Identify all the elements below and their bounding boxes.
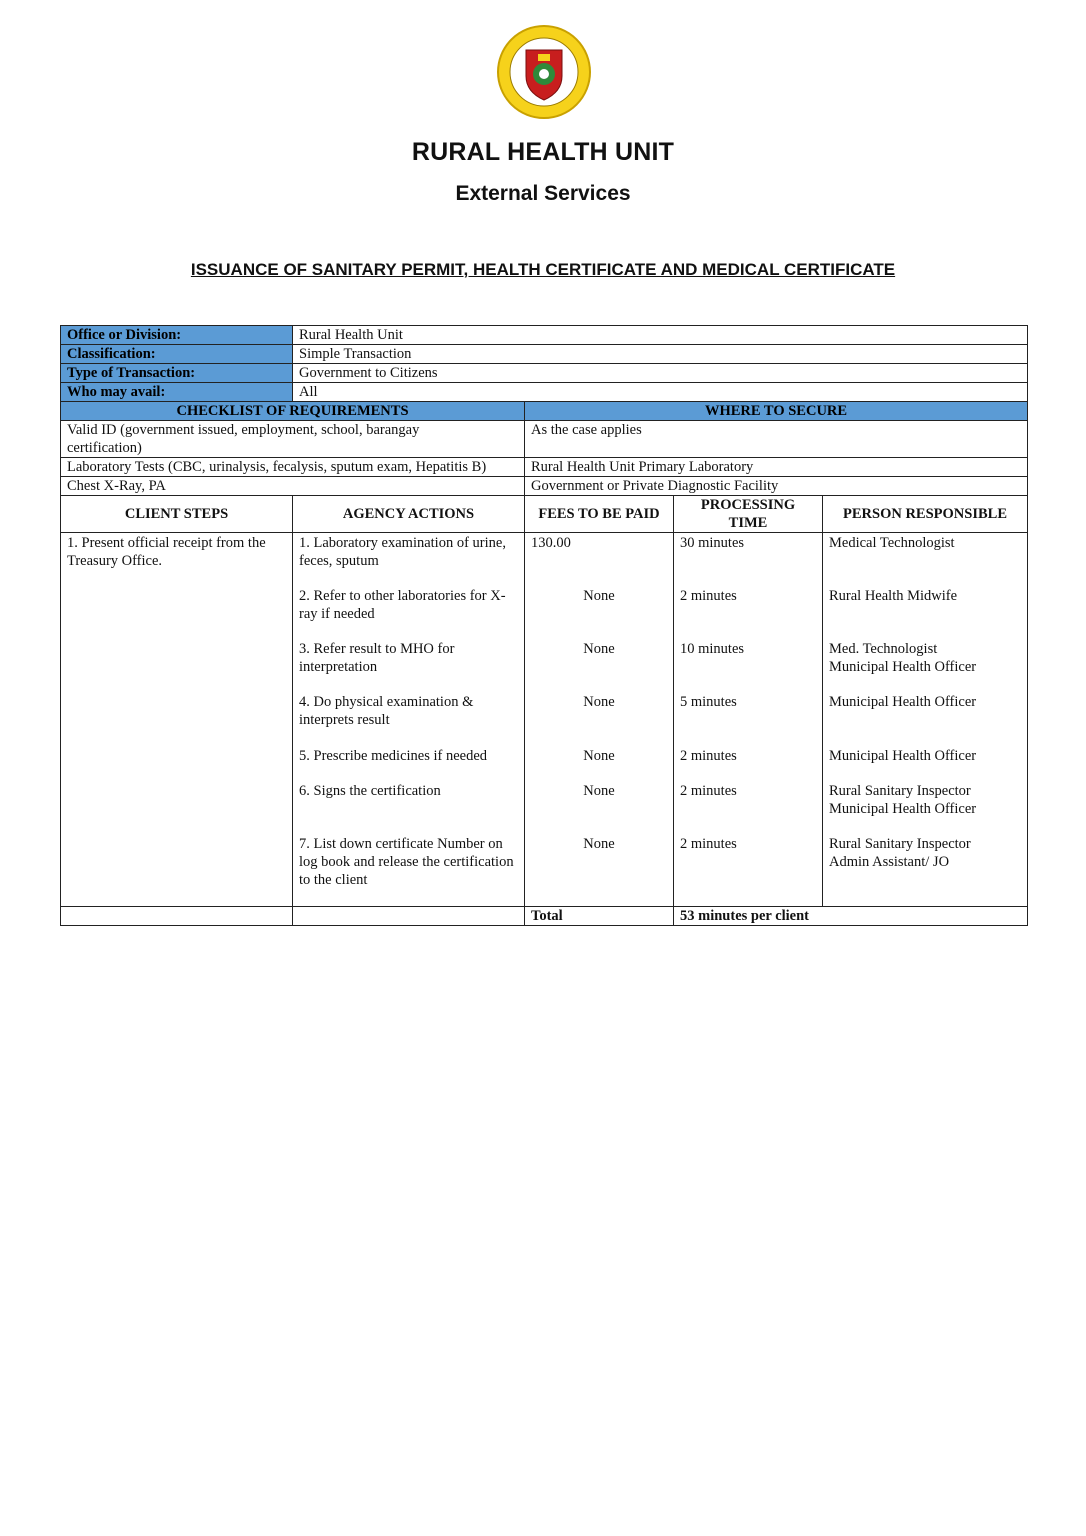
info-row-who-may-avail bbox=[61, 383, 1028, 402]
info-row-office bbox=[61, 326, 1028, 345]
time-value: 2 minutes bbox=[680, 836, 737, 852]
where-text: Rural Health Unit Primary Laboratory bbox=[525, 458, 1028, 477]
fee-value: None bbox=[583, 641, 615, 657]
where-text: Government or Private Diagnostic Facility bbox=[525, 477, 1028, 496]
processing-time-cell bbox=[674, 533, 823, 907]
checklist-row bbox=[61, 458, 1028, 477]
person-value: Med. Technologist Municipal Health Officer bbox=[829, 641, 977, 675]
column-header-client-steps: CLIENT STEPS bbox=[61, 496, 293, 533]
agency-action: 1. Laboratory examination of urine, feces, sputum bbox=[299, 535, 506, 569]
time-value: 2 minutes bbox=[680, 748, 737, 764]
person-value: Municipal Health Officer bbox=[829, 748, 977, 764]
total-row bbox=[61, 907, 1028, 926]
requirement-text: Valid ID (government issued, employment, school, barangay certification) bbox=[61, 421, 525, 458]
time-value: 10 minutes bbox=[680, 641, 745, 657]
info-row-transaction-type bbox=[61, 364, 1028, 383]
person-value: Medical Technologist bbox=[829, 535, 955, 551]
agency-action: 4. Do physical examination & interprets result bbox=[299, 694, 474, 728]
info-label: Type of Transaction: bbox=[61, 364, 293, 383]
time-value: 2 minutes bbox=[680, 588, 737, 604]
fee-value: None bbox=[583, 694, 615, 710]
fee-value: 130.00 bbox=[531, 535, 571, 551]
info-value: Government to Citizens bbox=[293, 364, 1028, 383]
info-label: Classification: bbox=[61, 345, 293, 364]
fees-cell bbox=[525, 533, 674, 907]
total-value: 53 minutes per client bbox=[674, 907, 1028, 926]
column-header-processing-time: PROCESSING TIME bbox=[674, 496, 823, 533]
time-value: 2 minutes bbox=[680, 783, 737, 799]
citizens-charter-table bbox=[60, 325, 1028, 926]
fee-value: None bbox=[583, 588, 615, 604]
agency-actions-cell bbox=[293, 533, 525, 907]
client-step-text: 1. Present official receipt from the Treasury Office. bbox=[61, 533, 293, 907]
municipal-seal-logo bbox=[496, 24, 592, 120]
page-title: RURAL HEALTH UNIT bbox=[411, 138, 675, 166]
column-header-person-responsible: PERSON RESPONSIBLE bbox=[823, 496, 1028, 533]
service-title: ISSUANCE OF SANITARY PERMIT, HEALTH CERTIFICATE AND MEDICAL CERTIFICATE bbox=[190, 260, 896, 279]
requirement-text: Chest X-Ray, PA bbox=[61, 477, 525, 496]
checklist-row bbox=[61, 421, 1028, 458]
process-body-row bbox=[61, 533, 1028, 907]
where-to-secure-header: WHERE TO SECURE bbox=[525, 402, 1028, 421]
agency-action: 6. Signs the certification bbox=[299, 783, 441, 799]
page-subtitle: External Services bbox=[455, 182, 631, 205]
info-row-classification bbox=[61, 345, 1028, 364]
info-value: Simple Transaction bbox=[293, 345, 1028, 364]
process-header-row bbox=[61, 496, 1028, 533]
info-label: Who may avail: bbox=[61, 383, 293, 402]
person-value: Rural Health Midwife bbox=[829, 588, 958, 604]
info-label: Office or Division: bbox=[61, 326, 293, 345]
column-header-fees: FEES TO BE PAID bbox=[525, 496, 674, 533]
fee-value: None bbox=[583, 748, 615, 764]
checklist-header-row bbox=[61, 402, 1028, 421]
person-value: Rural Sanitary Inspector Municipal Health Officer bbox=[829, 783, 977, 817]
time-value: 5 minutes bbox=[680, 694, 737, 710]
agency-action: 3. Refer result to MHO for interpretation bbox=[299, 641, 455, 675]
info-value: All bbox=[293, 383, 1028, 402]
empty-cell bbox=[293, 907, 525, 926]
info-value: Rural Health Unit bbox=[293, 326, 1028, 345]
checklist-row bbox=[61, 477, 1028, 496]
empty-cell bbox=[61, 907, 293, 926]
fee-value: None bbox=[583, 783, 615, 799]
column-header-agency-actions: AGENCY ACTIONS bbox=[293, 496, 525, 533]
fee-value: None bbox=[583, 836, 615, 852]
person-value: Rural Sanitary Inspector Admin Assistant/ JO bbox=[829, 836, 971, 870]
agency-action: 5. Prescribe medicines if needed bbox=[299, 748, 488, 764]
total-label: Total bbox=[525, 907, 674, 926]
agency-action: 2. Refer to other laboratories for X-ray if needed bbox=[299, 588, 506, 622]
agency-action: 7. List down certificate Number on log book and release the certification to the client bbox=[299, 836, 514, 888]
time-value: 30 minutes bbox=[680, 535, 745, 551]
person-responsible-cell bbox=[823, 533, 1028, 907]
checklist-header: CHECKLIST OF REQUIREMENTS bbox=[61, 402, 525, 421]
where-text: As the case applies bbox=[525, 421, 1028, 458]
person-value: Municipal Health Officer bbox=[829, 694, 977, 710]
requirement-text: Laboratory Tests (CBC, urinalysis, fecalysis, sputum exam, Hepatitis B) bbox=[61, 458, 525, 477]
